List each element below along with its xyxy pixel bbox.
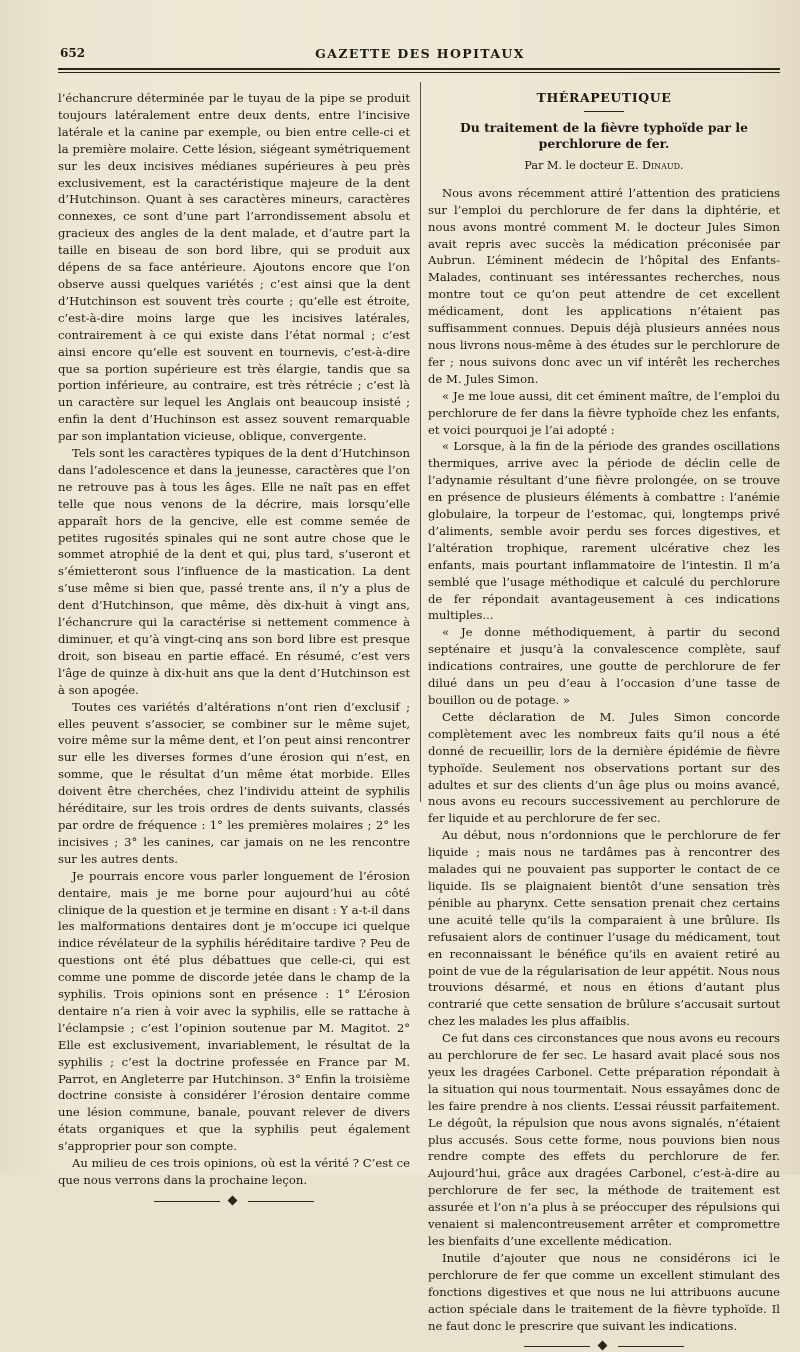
right-paragraph-2: « Je me loue aussi, dit cet éminent maître, de l’emploi du perchlorure de fer dans la fièvre typhoïde chez les enfants, et voici pourquoi je l’ai adopté : [428,388,780,437]
journal-title: GAZETTE DES HOPITAUX [315,46,525,61]
page-number: 652 [60,46,86,60]
right-column [428,90,780,1352]
right-paragraph-5: Cette déclaration de M. Jules Simon concorde complètement avec les nombreux faits qu’il nous a été donné de recueillir, lors de la dernière épidémie de fièvre typhoïde. Seulement nos observations portant sur des adultes et sur des clients d’un âge plus ou moins avancé, nous avons eu recours successivement au perchlorure de fer liquide et au perchlorure de fer sec. [428,709,780,826]
right-paragraph-1: Nous avons récemment attiré l’attention des praticiens sur l’emploi du perchlorure de fer dans la diphtérie, et nous avons montré comment M. le docteur Jules Simon avait repris avec succès la médication préconisée par Aubrun. L’éminent médecin de l’hôpital des Enfants-Malades, continuant ses intéressantes recherches, nous montre tout ce qu’on peut attendre de cet excellent médicament, dont les applications n’étaient pas suffisamment connues. Depuis déjà plusieurs années nous nous livrons nous-même à des études sur le perchlorure de fer ; nous suivons donc avec un vif intérêt les recherches de M. Jules Simon. [428,185,780,386]
article-title: Du traitement de la fièvre typhoïde par le perchlorure de fer. [460,119,748,151]
right-paragraph-8: Inutile d’ajouter que nous ne considérons ici le perchlorure de fer que comme un excellent stimulant des fonctions digestives et que nous ne lui attribuons aucune action spéciale dans le traitement de la fièvre typhoïde. Il ne faut donc le prescrire que suivant les indications. [428,1250,780,1333]
header-rule [58,68,780,70]
column-divider [420,82,421,802]
right-paragraph-3: « Lorsque, à la fin de la période des grandes oscillations thermiques, arrive avec la période de déclin celle de l’adynamie résultant d’une fièvre prolongée, on se trouve en présence de plusieurs éléments à combattre : l’anémie globulaire, la torpeur de l’estomac, qui, longtemps privé d’aliments, semble avoir perdu ses forces digestives, et l’altération trophique, rarement ulcérative chez les enfants, mais pourtant inflammatoire de l’intestin. Il m’a semblé que l’usage méthodique et calculé du perchlorure de fer répondait avantageusement à ces indications multiples... [428,439,780,623]
page-header [60,44,780,68]
byline-prefix: Par M. le docteur [524,158,624,172]
left-paragraph-3: Toutes ces variétés d’altérations n’ont rien d’exclusif ; elles peuvent s’associer, se combiner sur le même sujet, voire même sur la même dent, et l’on peut ainsi rencontrer sur elle les diverses formes d’une érosion qui n’est, en somme, que le résultat d’un même état morbide. Elles doivent être cherchées, chez l’individu atteint de syphilis héréditaire, sur les trois ordres de dents suivants, classés par ordre de fréquence : 1° les premières molaires ; 2° les incisives ; 3° les canines, car jamais on ne les rencontre sur les autres dents. [58,699,410,866]
end-ornament-right [524,1342,684,1352]
left-paragraph-2: Tels sont les caractères typiques de la dent d’Hutchinson dans l’adolescence et dans la jeunesse, caractères que l’on ne retrouve pas à tous les âges. Elle ne naît pas en effet telle que nous venons de la décrire, mais lorsqu’elle apparaît hors de la gencive, elle est comme semée de petites rugosités spinales qui ne sont autre chose que le sommet atrophié de la dent et qui, plus tard, s’useront et s’émietteront sous l’influence de la mastication. La dent s’use même si bien que, passé trente ans, il n’y a plus de dent d’Hutchinson, que même, dès dix-huit à vingt ans, l’échancrure qui la caractérise si nettement commence à diminuer, et qu’à vingt-cinq ans son bord libre est presque droit, son biseau en partie effacé. En résumé, c’est vers l’âge de quinze à dix-huit ans que la dent d’Hutchinson est à son apogée. [58,446,410,697]
left-paragraph-4: Je pourrais encore vous parler longuement de l’érosion dentaire, mais je me borne pour aujourd’hui au côté clinique de la question et je termine en disant : Y a-t-il dans les malformations dentaires dont je m’occupe ici quelque indice révélateur de la syphilis héréditaire tardive ? Peu de questions ont été plus débattues que celle-ci, qui est comme une pomme de discorde jetée dans le champ de la syphilis. Trois opinions sont en présence : 1° L’érosion dentaire n’a rien à voir avec la syphilis, elle se rattache à l’éclampsie ; c’est l’opinion soutenue par M. Magitot. 2° Elle est exclusivement, invariablement, le résultat de la syphilis ; c’est la doctrine professée en France par M. Parrot, en Angleterre par Hutchinson. 3° Enfin la troisième doctrine consiste à considérer l’érosion dentaire comme une lésion commune, banale, pouvant relever de divers états organiques et que la syphilis peut également s’approprier pour son compte. [58,868,410,1154]
left-paragraph-5: Au milieu de ces trois opinions, où est la vérité ? C’est ce que nous verrons dans la prochaine leçon. [58,1156,410,1187]
right-paragraph-4: « Je donne méthodiquement, à partir du second septénaire et jusqu’à la convalescence complète, sauf indications contraires, une goutte de perchlorure de fer dilué dans un peu d’eau à l’occasion d’une tasse de bouillon ou de potage. » [428,625,780,707]
left-paragraph-1: l’échancrure déterminée par le tuyau de la pipe se produit toujours latéralement entre deux dents, entre l’incisive latérale et la canine par exemple, ou bien entre celle-ci et la première molaire. Cette lésion, siégeant symétriquement sur les deux incisives médianes supérieures à peu près exclusivement, est la caractéristique majeure de la dent d’Hutchinson. Quant à ses caractères mineurs, caractères connexes, ce sont d’une part l’arrondissement absolu et gracieux des angles de la dent malade, et d’autre part la taille en biseau de son bord libre, qui se produit aux dépens de sa face antérieure. Ajoutons encore que l’on observe aussi quelques variétés ; c’est ainsi que la dent d’Hutchinson est souvent très courte ; qu’elle est étroite, c’est-à-dire moins large que les incisives latérales, contrairement à ce qui existe dans l’état normal ; c’est ainsi encore qu’elle est souvent en tournevis, c’est-à-dire que sa portion supérieure est très élargie, tandis que sa portion inférieure, au contraire, est très rétrécie ; c’est là un caractère sur lequel les Anglais ont beaucoup insisté ; enfin la dent d’Huchinson est assez souvent remarquable par son implantation vicieuse, oblique, convergente. [58,91,410,444]
byline-author: E. Dinaud. [626,158,684,172]
end-ornament-left [154,1197,314,1207]
section-heading: THÉRAPEUTIQUE [536,90,672,105]
header-rule-thin [58,72,780,73]
diamond-ornament-icon [598,1341,608,1351]
left-column [58,90,410,1207]
byline [428,158,780,175]
right-paragraph-7: Ce fut dans ces circonstances que nous avons eu recours au perchlorure de fer sec. Le hasard avait placé sous nos yeux les dragées Carbonel. Cette préparation répondait à la situation qui nous tourmentait. Nous essayâmes donc de les faire prendre à nos clients. L’essai réussit parfaitement. Le dégoût, la répulsion que nous avons signalés, n’étaient plus accusés. Sous cette forme, nous pouvions bien nous rendre compte des effets du perchlorure de fer. Aujourd’hui, grâce aux dragées Carbonel, c’est-à-dire au perchlorure de fer sec, la méthode de traitement est assurée et l’on n’a plus à se préoccuper des répulsions qui venaient si malencontreusement arrêter et compromettre les bienfaits d’une excellente médication. [428,1031,780,1248]
diamond-ornament-icon [228,1195,238,1205]
section-rule [584,111,624,112]
right-paragraph-6: Au début, nous n’ordonnions que le perchlorure de fer liquide ; mais nous ne tardâmes pas à rencontrer des malades qui ne pouvaient pas supporter le contact de ce liquide. Ils se plaignaient bientôt d’une sensation très pénible au pharynx. Cette sensation prenait chez certains une acuité telle qu’ils la comparaient à une brûlure. Ils refusaient alors de continuer l’usage du médicament, tout en reconnaissant le bénéfice qu’ils en avaient retiré au point de vue de la régularisation de leur appétit. Nous nous trouvions désarmé, et nous en étions d’autant plus contrarié que cette sensation de brûlure s’accusait surtout chez les malades les plus affaiblis. [428,828,780,1029]
